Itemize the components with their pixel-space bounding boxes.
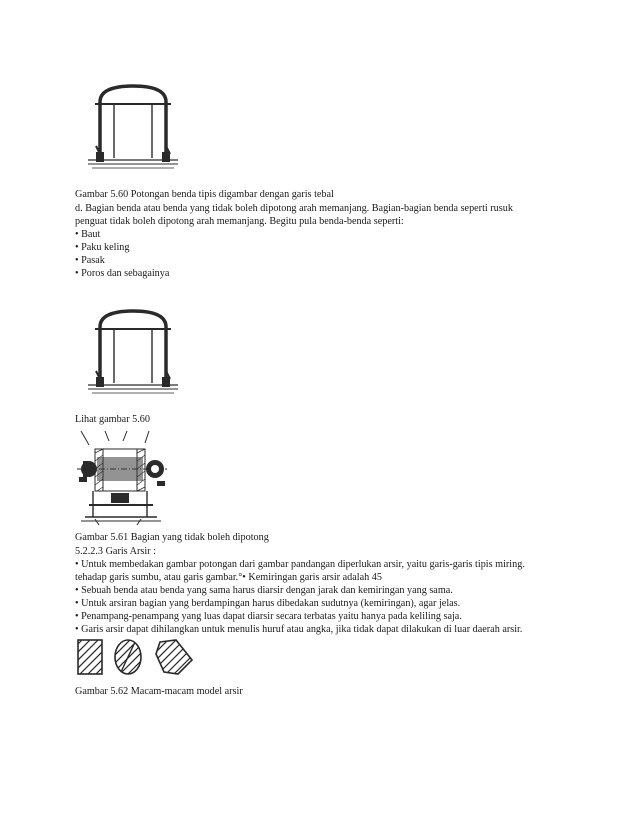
see-figure-5-60: Lihat gambar 5.60	[75, 414, 150, 425]
list-item: tehadap garis sumbu, atau garis gambar.°• Kemiringan garis arsir adalah 45	[75, 572, 382, 583]
text-block-non-sectioned-parts	[75, 202, 513, 280]
caption-figure-5-60: Gambar 5.60 Potongan benda tipis digambar dengan garis tebal	[75, 189, 334, 200]
figure-5-62-hatching-models	[76, 638, 196, 678]
list-item: • Untuk arsiran bagian yang berdampingan harus dibedakan sudutnya (kemiringan), agar jelas.	[75, 598, 461, 609]
text-line: d. Bagian benda atau benda yang tidak boleh dipotong arah memanjang. Bagian-bagian benda seperti rusuk	[75, 203, 513, 214]
list-item: • Paku keling	[75, 242, 130, 253]
figure-5-60-top	[88, 80, 178, 172]
list-item: • Pasak	[75, 255, 105, 266]
text-line: penguat tidak boleh dipotong arah memanjang. Begitu pula benda-benda seperti:	[75, 216, 404, 227]
list-item: • Poros dan sebagainya	[75, 268, 170, 279]
list-item: • Penampang-penampang yang luas dapat diarsir secara terbatas yaitu hanya pada keliling saja.	[75, 611, 462, 622]
list-item: • Garis arsir dapat dihilangkan untuk menulis huruf atau angka, jika tidak dapat dilakukan di luar daerah arsir.	[75, 624, 523, 635]
caption-figure-5-61: Gambar 5.61 Bagian yang tidak boleh dipotong	[75, 532, 269, 543]
section-heading: 5.2.2.3 Garis Arsir :	[75, 546, 156, 557]
list-item: • Sebuah benda atau benda yang sama harus diarsir dengan jarak dan kemiringan yang sama.	[75, 585, 453, 596]
list-item: • Untuk membedakan gambar potongan dari gambar pandangan diperlukan arsir, yaitu garis-garis tipis miring.	[75, 559, 525, 570]
list-item: • Baut	[75, 229, 101, 240]
text-block-hatching-lines	[75, 545, 525, 636]
caption-figure-5-62: Gambar 5.62 Macam-macam model arsir	[75, 686, 243, 697]
figure-5-61	[75, 427, 170, 527]
figure-5-60-repeat	[88, 305, 178, 397]
